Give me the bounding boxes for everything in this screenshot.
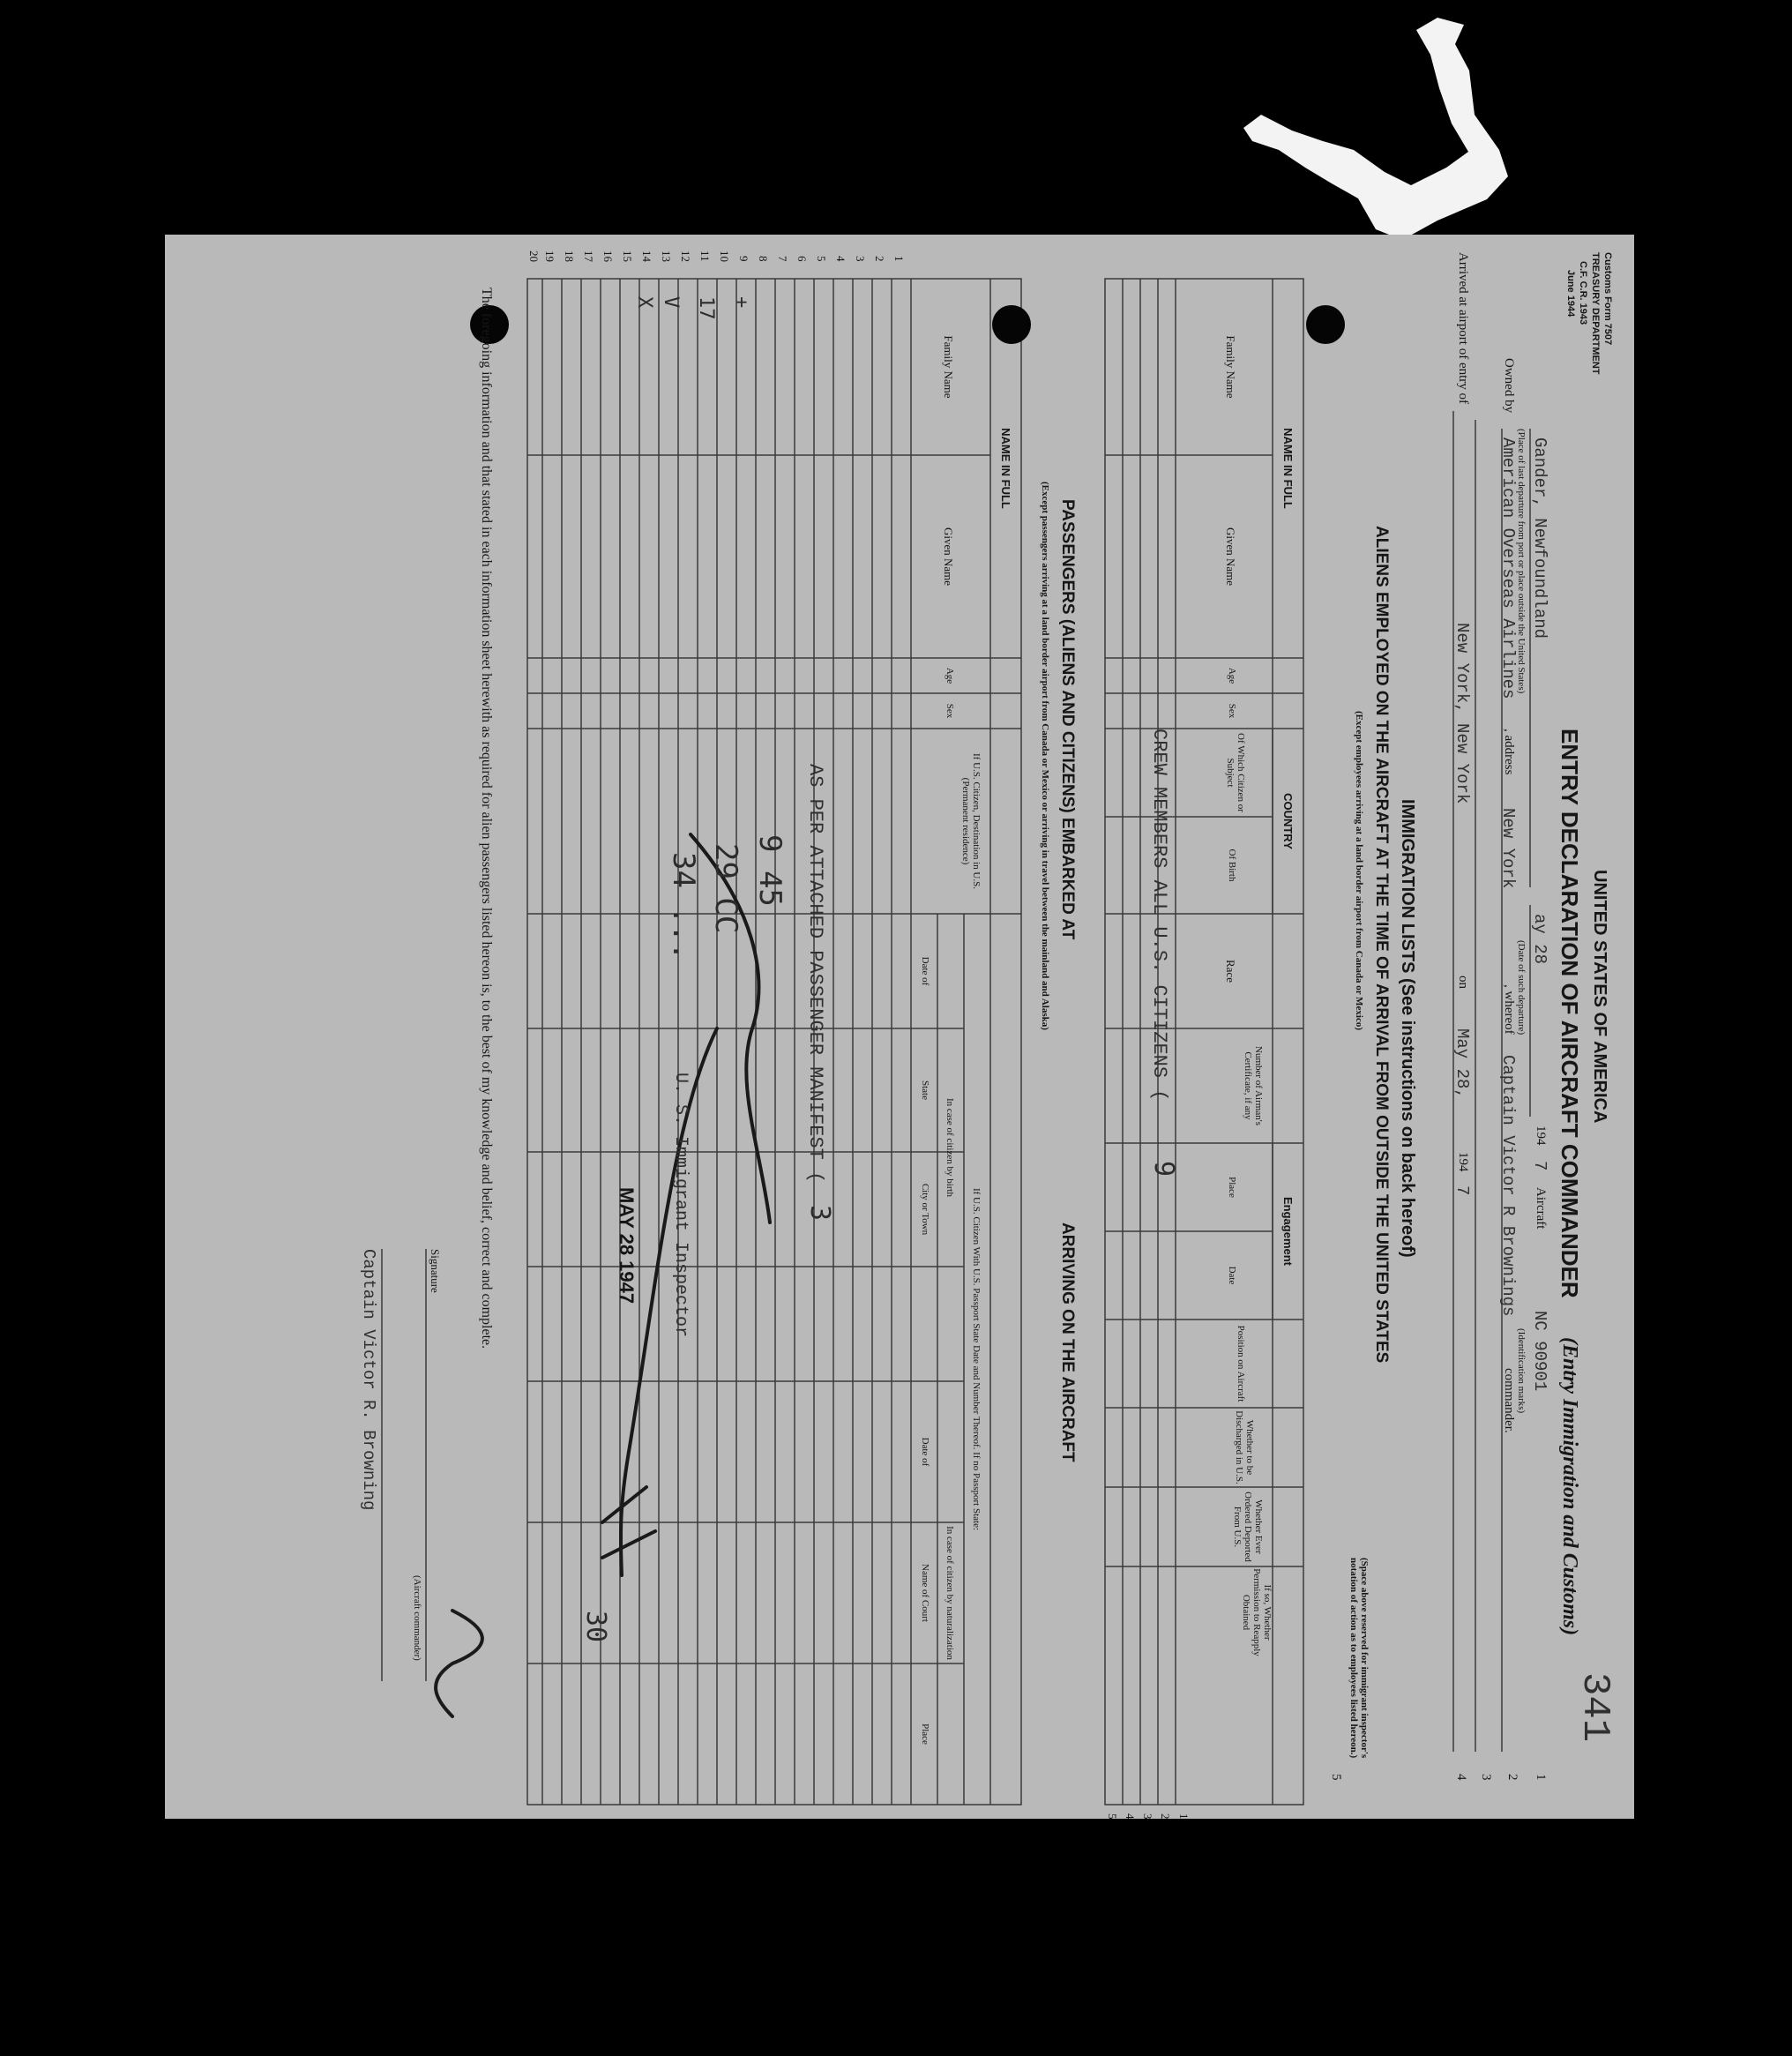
pax-naturalization-header: In case of citizen by naturalization xyxy=(945,1526,955,1660)
line-number-3: 3 xyxy=(1479,1774,1493,1781)
pax-row-number: 17 xyxy=(582,250,595,262)
commander-caption: (Aircraft commander) xyxy=(412,1575,422,1661)
aliens-citizen-header: Of Which Citizen or Subject xyxy=(1225,733,1246,812)
inspector-initials: 30 xyxy=(580,1611,611,1643)
pax-family-header: Family Name xyxy=(942,335,955,399)
aliens-age-header: Age xyxy=(1227,667,1237,684)
aliens-position-header: Position on Aircraft xyxy=(1236,1325,1246,1402)
departure-date: ay 28 xyxy=(1530,914,1549,965)
form-number: Customs Form 7507 xyxy=(1602,252,1613,346)
punch-hole xyxy=(1306,305,1345,344)
aliens-permission-header: If so, Whether Permission to Reapply Obtained xyxy=(1241,1568,1273,1656)
id-caption: (Identification marks) xyxy=(1516,1328,1527,1414)
pax-row-number: 11 xyxy=(698,250,712,262)
inspector-label: U. S. Immigrant Inspector xyxy=(670,1073,691,1338)
pax-row-number: 12 xyxy=(679,250,692,262)
handwritten-entry: 29 CC xyxy=(708,843,743,934)
pax-given-header: Given Name xyxy=(942,527,955,587)
arrived-label: Arrived at airport of entry of xyxy=(1456,252,1470,405)
aliens-sex-header: Sex xyxy=(1227,703,1237,719)
regulation: C.F. C.R. 1943 xyxy=(1578,261,1588,325)
line-number-5: 5 xyxy=(1329,1774,1343,1781)
pax-destination-header: If U.S. Citizen, Destination in U.S. (Permanent residence) xyxy=(960,753,982,889)
immigration-title: IMMIGRATION LISTS (See instructions on back hereof) xyxy=(1398,799,1417,1258)
line-number-1: 1 xyxy=(1534,1774,1548,1781)
owner-name: American Overseas Airlines xyxy=(1498,437,1518,699)
aircraft-id: NC 90901 xyxy=(1530,1311,1549,1392)
signature-label: Signature xyxy=(429,1249,442,1293)
aliens-row-1: 1 xyxy=(1177,1813,1191,1819)
margin-mark: + xyxy=(730,296,752,309)
pax-row-number: 10 xyxy=(718,250,731,262)
arrival-year-digit: 7 xyxy=(1452,1185,1472,1196)
commander-suffix: commander. xyxy=(1502,1368,1516,1433)
document-title: ENTRY DECLARATION OF AIRCRAFT COMMANDER xyxy=(1557,729,1583,1298)
department: TREASURY DEPARTMENT xyxy=(1590,252,1601,375)
pax-age-header: Age xyxy=(945,667,955,684)
pax-row-number: 3 xyxy=(854,256,867,262)
aliens-cert-header: Number of Airman's Certificate, if any xyxy=(1243,1046,1264,1125)
aliens-row-5: 5 xyxy=(1106,1813,1119,1819)
handwritten-entry: 9 45 xyxy=(752,834,788,907)
pax-row-number: 7 xyxy=(776,256,789,262)
pax-date2-header: Date of xyxy=(920,1437,930,1467)
aircraft-label: Aircraft xyxy=(1534,1187,1548,1230)
pax-row-number: 9 xyxy=(737,256,750,262)
aliens-given-header: Given Name xyxy=(1224,527,1237,587)
on-label: on xyxy=(1456,976,1470,989)
departure-caption: (Place of last departure from port or place outside the United States) xyxy=(1516,429,1527,694)
pax-place-header: Place xyxy=(920,1723,930,1745)
line-number-4: 4 xyxy=(1454,1774,1468,1781)
aliens-deported-header: Whether Ever Ordered Deported From U.S. xyxy=(1232,1492,1264,1562)
margin-mark: 17 xyxy=(695,296,717,320)
pax-row-number: 15 xyxy=(621,250,634,262)
pax-sex-header: Sex xyxy=(945,703,955,719)
pax-row-number: 18 xyxy=(563,250,576,262)
margin-mark: X xyxy=(633,296,655,309)
aliens-country-header: COUNTRY xyxy=(1281,793,1295,849)
pax-row-number: 5 xyxy=(815,256,828,262)
certification-text: The foregoing information and that stated in each information sheet herewith as required for alien passengers listed hereon is, to the best of my knowledge and belief, correct and complete. xyxy=(479,288,494,1349)
owned-label: Owned by xyxy=(1502,358,1516,414)
aliens-row-3: 3 xyxy=(1141,1813,1154,1819)
country-heading: UNITED STATES OF AMERICA xyxy=(1590,870,1609,1124)
document-number: 341 xyxy=(1572,1672,1617,1743)
pax-row-number: 14 xyxy=(640,250,653,262)
commander-name: Captain Victor R Brownings xyxy=(1498,1055,1518,1317)
aliens-subtitle: (Except employees arriving at a land border airport from Canada or Mexico) xyxy=(1354,711,1364,1031)
form-date: June 1944 xyxy=(1565,270,1576,318)
aliens-row-4: 4 xyxy=(1124,1813,1137,1819)
manifest-count: 3 xyxy=(804,1205,835,1222)
crew-count: 9 xyxy=(1148,1161,1179,1178)
arrival-year-prefix: 194 xyxy=(1456,1152,1470,1172)
pax-row-number: 13 xyxy=(660,250,673,262)
pax-court-header: Name of Court xyxy=(920,1564,930,1622)
pax-name-header: NAME IN FULL xyxy=(999,428,1012,509)
arrival-airport: New York, New York xyxy=(1452,623,1472,804)
pax-by-birth-header: In case of citizen by birth xyxy=(945,1097,955,1198)
pax-row-number: 2 xyxy=(873,256,886,262)
manifest-note: AS PER ATTACHED PASSENGER MANIFEST ( xyxy=(804,764,826,1184)
pax-row-number: 1 xyxy=(892,256,906,262)
departure-place: Gander, Newfoundland xyxy=(1530,437,1549,639)
typed-commander-name: Captain Victor R. Browning xyxy=(359,1249,378,1511)
pax-city-header: City or Town xyxy=(920,1183,930,1236)
passengers-subtitle: (Except passengers arriving at a land border airport from Canada or Mexico or arriving in travel between the mainland and Alaska) xyxy=(1040,482,1050,1030)
aliens-birth-header: Of Birth xyxy=(1227,849,1237,882)
address-label: , address xyxy=(1502,729,1516,775)
aliens-date-header: Date xyxy=(1227,1266,1237,1285)
arrival-date: May 28, xyxy=(1452,1028,1472,1099)
margin-mark: V xyxy=(660,296,682,309)
inspector-stamp-date: MAY 28 1947 xyxy=(616,1187,638,1305)
crew-note: CREW MEMBERS ALL U.S. CITIZENS ( xyxy=(1148,729,1170,1102)
line-number-2: 2 xyxy=(1505,1774,1519,1781)
pax-row-number: 20 xyxy=(527,250,541,262)
reserved-note: (Space above reserved for immigrant inspector's notation of action as to employees listed hereon.) xyxy=(1348,1558,1370,1759)
pax-row-number: 8 xyxy=(757,256,770,262)
aliens-discharged-header: Whether to be Discharged in U.S. xyxy=(1234,1410,1255,1484)
passengers-title: PASSENGERS (ALIENS AND CITIZENS) EMBARKED AT xyxy=(1058,499,1077,940)
pax-state-header: State xyxy=(920,1080,930,1100)
date-caption: (Date of such departure) xyxy=(1516,940,1527,1035)
whereof-label: , whereof xyxy=(1502,984,1516,1035)
aliens-engagement-header: Engagement xyxy=(1281,1196,1295,1266)
owner-address: New York xyxy=(1498,808,1518,889)
arriving-label: ARRIVING ON THE AIRCRAFT xyxy=(1058,1222,1077,1462)
pax-row-number: 4 xyxy=(834,256,847,262)
pax-passport-header: If U.S. Citizen With U.S. Passport State Date and Number Thereof. If no Passport State: xyxy=(971,1187,982,1531)
pax-row-number: 19 xyxy=(543,250,556,262)
aliens-title: ALIENS EMPLOYED ON THE AIRCRAFT AT THE TIME OF ARRIVAL FROM OUTSIDE THE UNITED STATES xyxy=(1372,526,1391,1364)
document-subtitle: (Entry Immigration and Customs) xyxy=(1558,1337,1581,1636)
year-prefix: 194 xyxy=(1534,1125,1548,1146)
aliens-place-header: Place xyxy=(1227,1177,1237,1198)
aliens-race-header: Race xyxy=(1224,960,1237,983)
aliens-row-2: 2 xyxy=(1159,1813,1172,1819)
handwritten-entry: 34 ... xyxy=(666,852,701,961)
aliens-name-header: NAME IN FULL xyxy=(1281,428,1295,509)
torn-paper-fragment xyxy=(1243,18,1543,247)
pax-date-header: Date of xyxy=(920,956,930,986)
aliens-family-header: Family Name xyxy=(1224,335,1237,399)
document-sheet xyxy=(165,235,1634,1819)
year-digit: 7 xyxy=(1530,1161,1549,1171)
pax-row-number: 6 xyxy=(795,256,809,262)
pax-row-number: 16 xyxy=(601,250,615,262)
